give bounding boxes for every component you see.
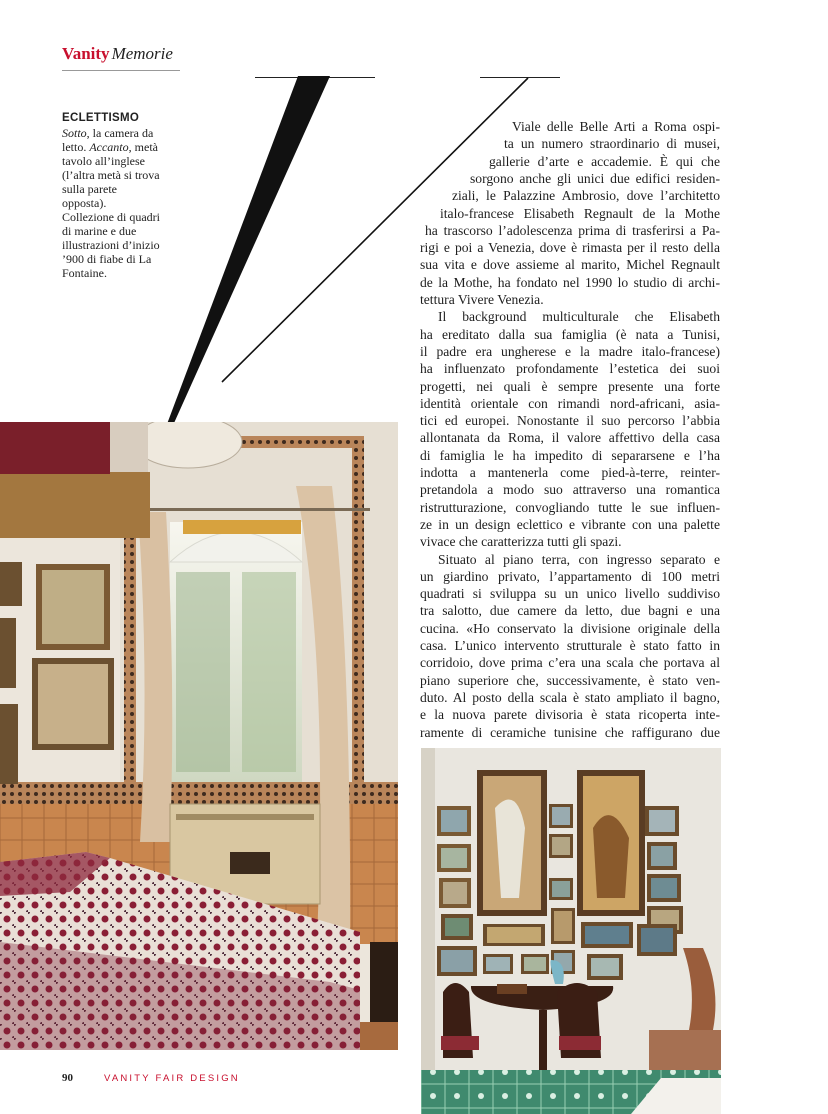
article-line: ha trascorso l’adolescenza prima di trasferirsi a Pa- (425, 222, 720, 238)
caption-accanto: Accanto (89, 140, 129, 154)
magazine-name: VANITY FAIR DESIGN (104, 1073, 240, 1084)
article-line: gallerie d’arte e accademie. È qui che (489, 153, 720, 169)
article-line: indotta a mantenerla come pied-à-terre, reinter- (420, 465, 720, 480)
article-line: Situato al piano terra, con ingresso separato e (438, 551, 720, 567)
article-line: ta un numero straordinario di musei, (504, 136, 720, 152)
article-line: ha influenzato profondamente l’estetica dei suoi (420, 361, 720, 377)
caption-sotto: Sotto (62, 126, 87, 140)
article-line: Il background multiculturale che Elisabeth (438, 309, 720, 325)
article-line: piano superiore che, successivamente, è stato ven- (420, 672, 720, 688)
article-line: rigi e poi a Venezia, dove è rimasta per il resto della (420, 240, 720, 256)
bedroom-photo (0, 422, 398, 1050)
article-line: e la nuova parete divisoria è stata ricoperta inte- (420, 707, 720, 723)
article-line: progetti, nei quali è sempre presente una forte (420, 378, 720, 394)
article-line: allontanata da Roma, il valore affettivo della casa (420, 430, 720, 446)
caption-title: ECLETTISMO (62, 112, 140, 124)
gallery-wall-photo (421, 748, 721, 1114)
caption-text-2: , metà tavolo all’inglese (l’altra metà si trova sulla parete opposta). Collezione di quadri di marine e due illustrazioni d’inizio ’900 di fiabe di La Fontaine. (62, 140, 160, 280)
brand-name: Vanity (62, 44, 110, 63)
magazine-header (62, 44, 180, 71)
photo-caption (62, 111, 160, 280)
article-line: ramente di ceramiche tunisine che raffigurano due (420, 724, 720, 740)
article-line: sorgono anche gli unici due edifici residen- (470, 170, 720, 186)
article-line: duto. Al posto della scala è stato ampliato il bagno, (420, 689, 720, 705)
article-line: corridoio, dove prima c’era una scala che portava al (420, 655, 720, 671)
article-line: quadrati si sviluppa su un unico livello suddiviso (420, 586, 720, 602)
article-line: di famiglia le ha impedito di separarsene e l’ha (420, 447, 720, 463)
caption-text-1: , la camera da letto. (62, 126, 154, 154)
article-line: de la Mothe, ha fondato nel 1990 lo studio di archi- (420, 274, 720, 290)
page-number: 90 (62, 1072, 73, 1084)
article-line: sua vita e dove assieme al marito, Michel Regnault (420, 257, 720, 273)
article-line: il padre era ungherese e la madre italo-francese) (420, 343, 720, 359)
article-line: vivace che caratterizza tutti gli spazi. (420, 534, 622, 550)
article-line: tici ed europei. Nonostante il suo percorso l’abbia (420, 413, 720, 429)
article-line: un giardino privato, l’appartamento di 100 metri (420, 568, 720, 584)
article-line: Viale delle Belle Arti a Roma ospi- (512, 119, 720, 134)
article-line: pretandola a modo suo attraverso una romantica (420, 482, 720, 498)
article-line: ha ereditato dalla sua famiglia (è nata a Tunisi, (420, 326, 720, 342)
article-line: ze in un design eclettico e vibrante con una palette (420, 516, 720, 532)
article-line: italo-francese Elisabeth Regnault de la Mothe (440, 205, 720, 221)
article-line: ristrutturazione, convogliando tutte le sue influen- (420, 499, 720, 515)
article-line: tra salotto, due camere da letto, due bagni e una (420, 603, 720, 619)
section-name: Memorie (111, 44, 173, 63)
article-line: cucina. «Ho conservato la divisione originale della (420, 620, 720, 636)
article-line: tettura Vivere Venezia. (420, 292, 544, 307)
article-line: ziali, le Palazzine Ambrosio, dove l’architetto (452, 188, 720, 204)
article-line: identità orientale con rimandi nord-africani, asia- (420, 395, 720, 411)
article-line: casa. L’unico intervento strutturale è stato fatto in (420, 638, 720, 653)
